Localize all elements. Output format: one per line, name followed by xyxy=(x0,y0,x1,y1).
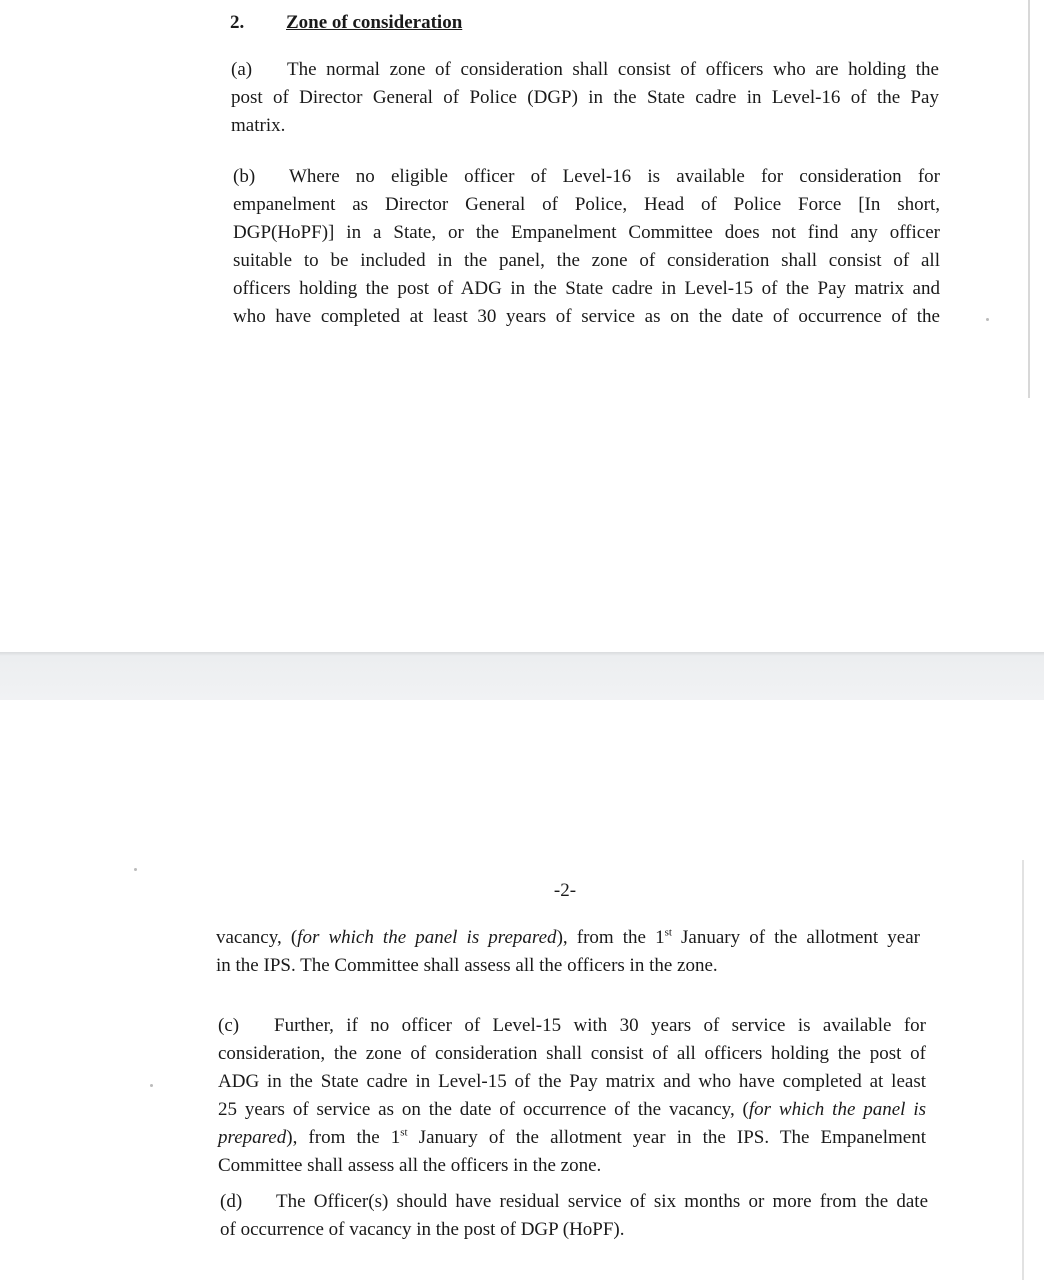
paragraph-continuation xyxy=(216,924,920,980)
paragraph-line: empanelment as Director General of Police, Head of Police Force [In short, xyxy=(233,194,940,215)
paragraph-a xyxy=(231,56,939,140)
paragraph-line: (a) The normal zone of consideration shall consist of officers who are holding the xyxy=(231,56,939,84)
page-edge xyxy=(1022,860,1024,1280)
scan-speck xyxy=(986,318,989,321)
paragraph-marker: (a) xyxy=(231,59,253,80)
paragraph-marker: (b) xyxy=(233,166,256,187)
paragraph-line: prepared), from the 1st January of the allotment year in the IPS. The Empanelment xyxy=(218,1126,926,1148)
paragraph-line: (c) Further, if no officer of Level-15 with 30 years of service is available for xyxy=(218,1012,926,1040)
paragraph-line: post of Director General of Police (DGP) in the State cadre in Level-16 of the Pay xyxy=(231,87,939,108)
paragraph-line: who have completed at least 30 years of service as on the date of occurrence of the xyxy=(233,306,940,327)
page-edge xyxy=(1028,0,1030,398)
section-heading xyxy=(230,12,462,34)
paragraph-line: 25 years of service as on the date of occurrence of the vacancy, (for which the panel is xyxy=(218,1099,926,1120)
paragraph-line: matrix. xyxy=(231,115,286,136)
paragraph-line: Committee shall assess all the officers in the zone. xyxy=(218,1155,602,1176)
paragraph-marker: (c) xyxy=(218,1015,240,1036)
page-separator xyxy=(0,652,1044,700)
paragraph-line: vacancy, (for which the panel is prepared), from the 1st January of the allotment year xyxy=(216,926,920,948)
paragraph-marker: (d) xyxy=(220,1191,243,1212)
paragraph-line: ADG in the State cadre in Level-15 of the Pay matrix and who have completed at least xyxy=(218,1071,926,1092)
paragraph-c xyxy=(218,1012,926,1180)
paragraph-line: in the IPS. The Committee shall assess all the officers in the zone. xyxy=(216,955,718,976)
scan-speck xyxy=(150,1084,153,1087)
paragraph-line: of occurrence of vacancy in the post of DGP (HoPF). xyxy=(220,1219,625,1240)
paragraph-line: (d) The Officer(s) should have residual service of six months or more from the date xyxy=(220,1188,928,1216)
paragraph-line: DGP(HoPF)] in a State, or the Empanelment Committee does not find any officer xyxy=(233,222,940,243)
section-title: Zone of consideration xyxy=(286,12,463,33)
paragraph-d xyxy=(220,1188,928,1244)
document-page-bottom xyxy=(0,700,1044,1280)
paragraph-b xyxy=(233,163,940,331)
paragraph-line: (b) Where no eligible officer of Level-16 is available for consideration for xyxy=(233,163,940,191)
paragraph-line: consideration, the zone of consideration shall consist of all officers holding the post of xyxy=(218,1043,926,1064)
page-number: -2- xyxy=(553,880,577,901)
paragraph-line: suitable to be included in the panel, the zone of consideration shall consist of all xyxy=(233,250,940,271)
scan-speck xyxy=(134,868,137,871)
section-number: 2. xyxy=(230,12,245,33)
paragraph-line: officers holding the post of ADG in the State cadre in Level-15 of the Pay matrix and xyxy=(233,278,940,299)
